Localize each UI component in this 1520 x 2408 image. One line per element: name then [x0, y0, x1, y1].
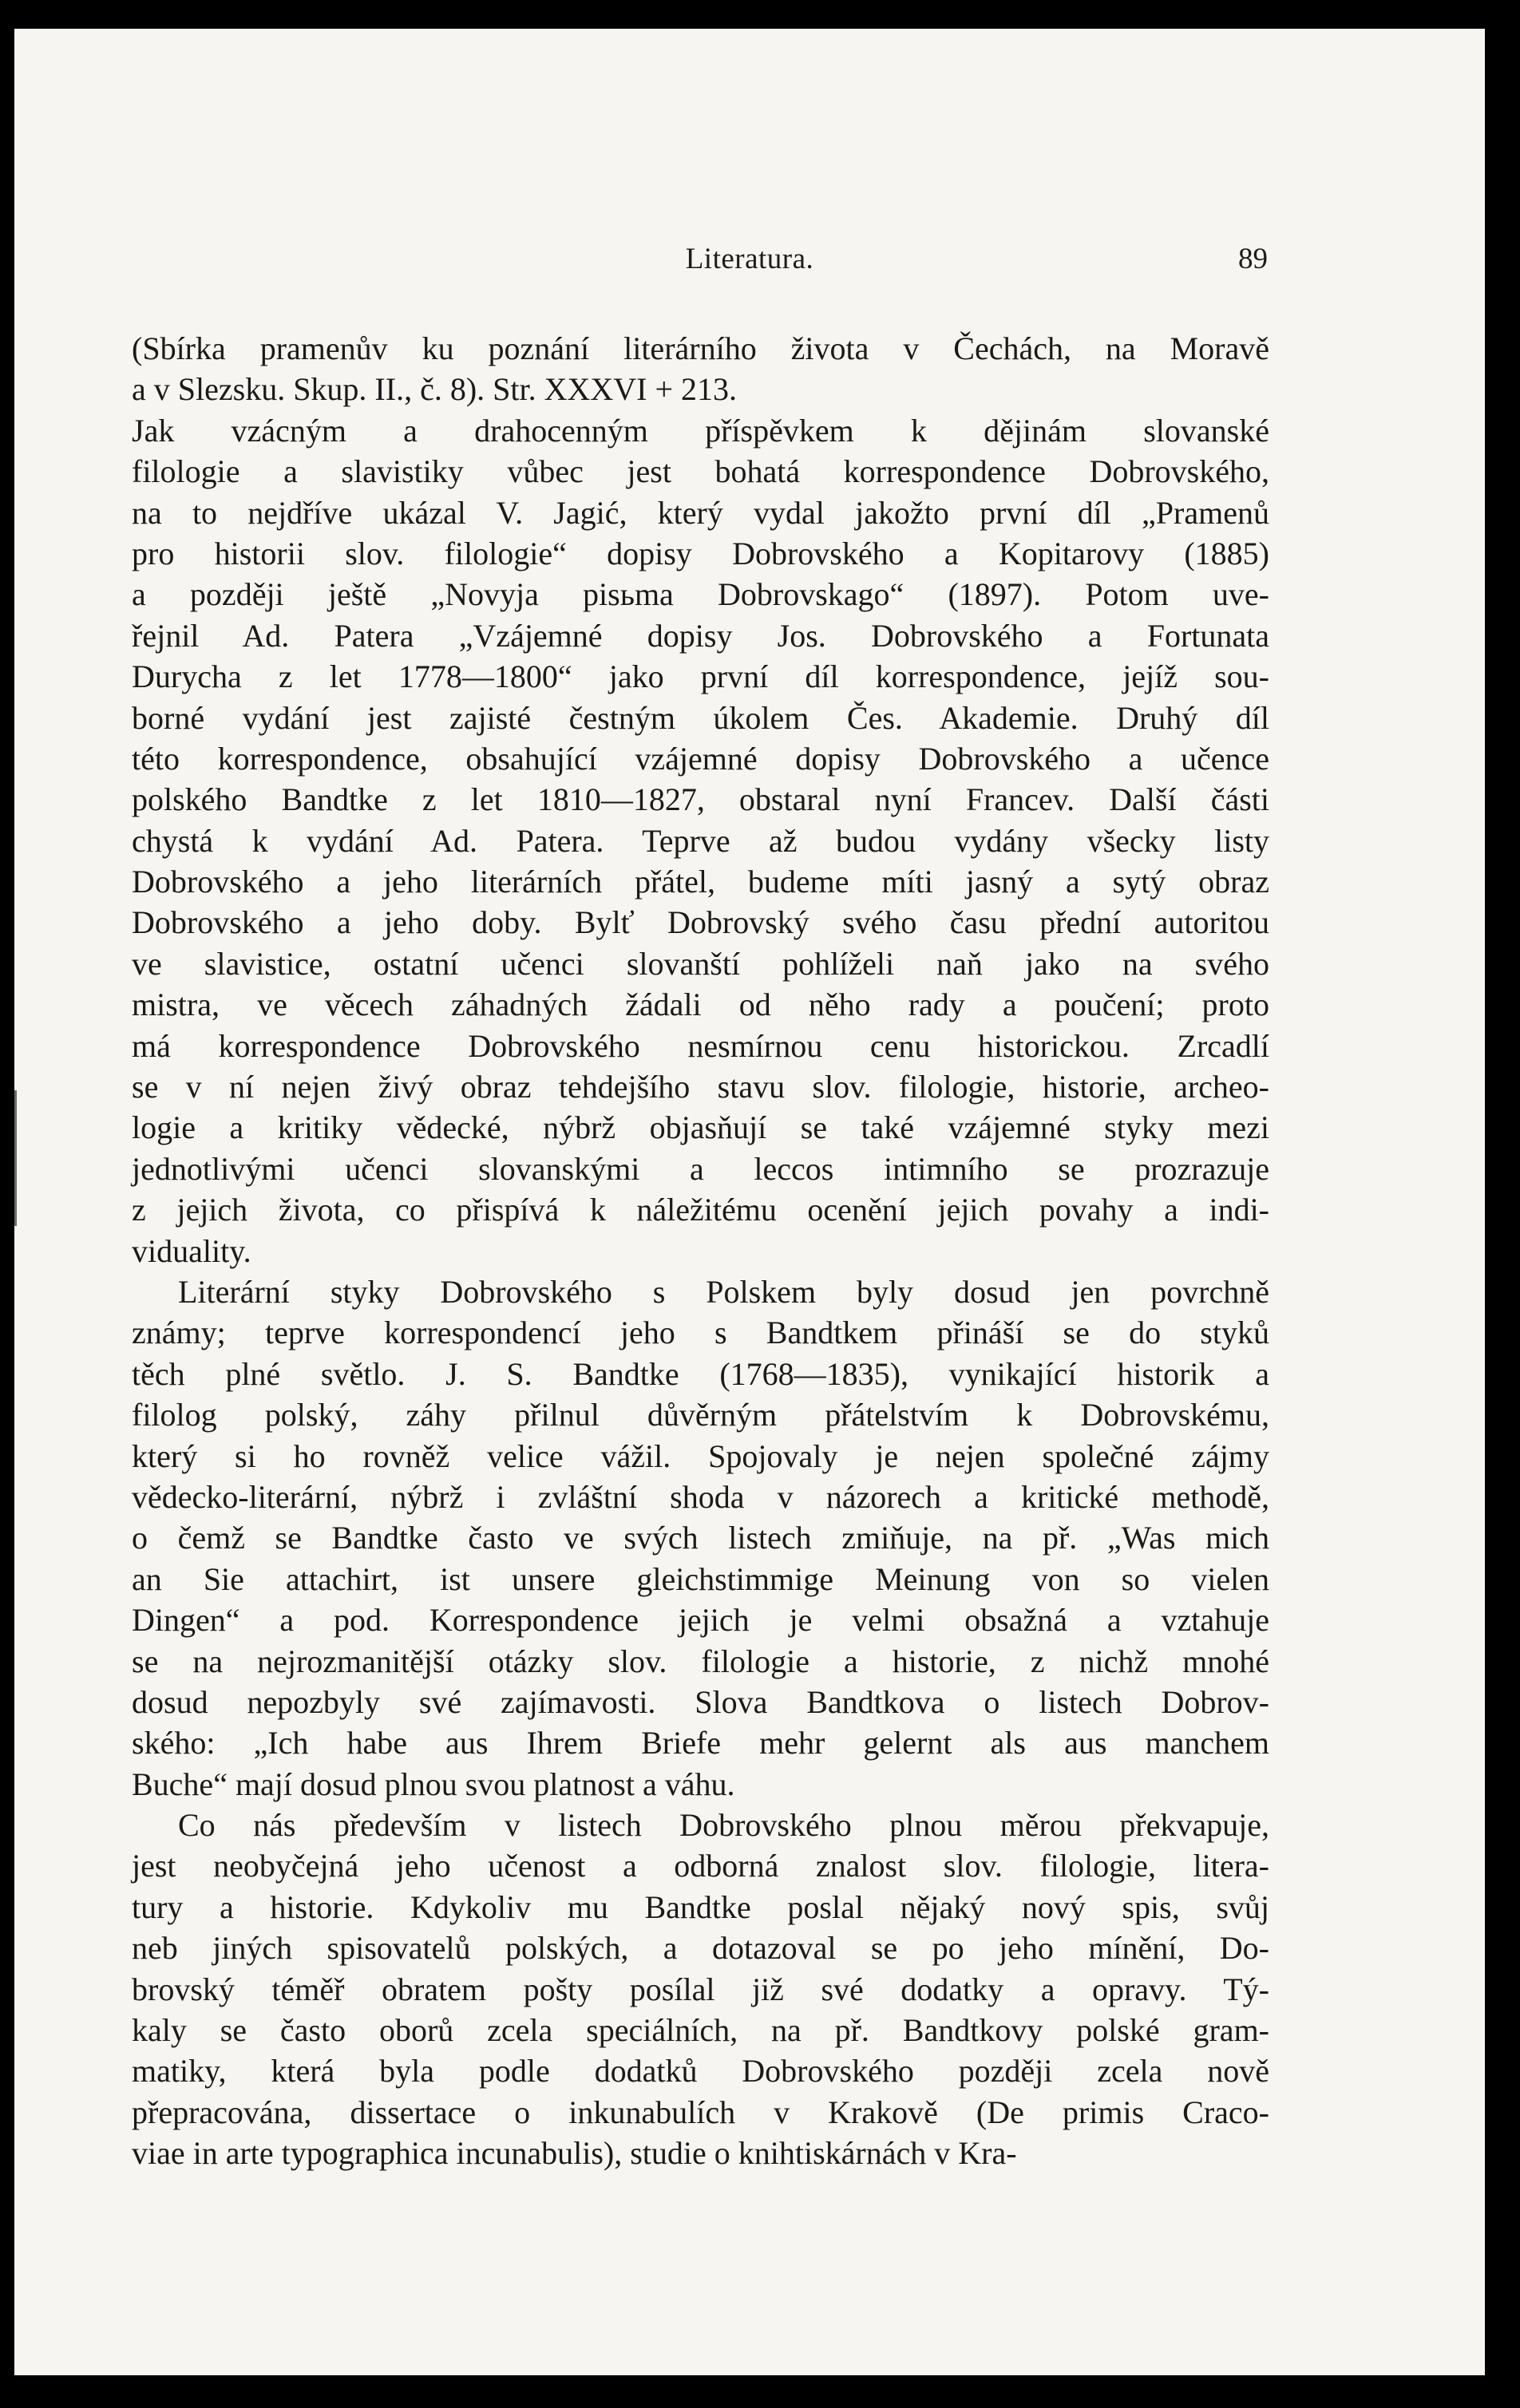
text-line: jest neobyčejná jeho učenost a odborná znalost slov. filologie, litera- — [132, 1848, 1269, 1884]
text-line: o čemž se Bandtke často ve svých listech zmiňuje, na př. „Was mich — [132, 1520, 1269, 1556]
text-line: přepracována, dissertace o inkunabulích v Krakově (De primis Craco- — [132, 2094, 1269, 2130]
text-line: Durycha z let 1778—1800“ jako první díl korrespondence, jejíž sou- — [132, 658, 1269, 695]
text-line: borné vydání jest zajisté čestným úkolem Čes. Akademie. Druhý díl — [132, 699, 1269, 736]
text-line: tury a historie. Kdykoliv mu Bandtke poslal nějaký nový spis, svůj — [132, 1888, 1269, 1925]
text-line: se v ní nejen živý obraz tehdejšího stavu slov. filologie, historie, archeo- — [132, 1069, 1269, 1105]
text-line: Dingen“ a pod. Korrespondence jejich je velmi obsažná a vztahuje — [132, 1602, 1269, 1639]
running-title: Literatura. — [685, 243, 814, 275]
paragraph — [132, 1271, 1269, 1805]
text-line: řejnil Ad. Patera „Vzájemné dopisy Jos. Dobrovského a Fortunata — [132, 617, 1269, 654]
text-line: který si ho rovněž velice vážil. Spojovaly je nejen společné zájmy — [132, 1437, 1269, 1474]
text-line: neb jiných spisovatelů polských, a dotazoval se po jeho mínění, Do- — [132, 1930, 1269, 1967]
text-line: Dobrovského a jeho doby. Bylť Dobrovský svého času přední autoritou — [132, 904, 1269, 941]
text-line: se na nejrozmanitější otázky slov. filologie a historie, z nichž mnohé — [132, 1643, 1269, 1679]
book-page — [14, 29, 1485, 2375]
text-line: známy; teprve korrespondencí jeho s Bandtkem přináší se do styků — [132, 1315, 1269, 1351]
text-line: chystá k vydání Ad. Patera. Teprve až budou vydány všecky listy — [132, 822, 1269, 859]
text-line: a v Slezsku. Skup. II., č. 8). Str. XXXVI + 213. — [132, 371, 738, 408]
text-line: Jak vzácným a drahocenným příspěvkem k dějinám slovanské — [132, 412, 1269, 449]
text-line: Dobrovského a jeho literárních přátel, budeme míti jasný a sytý obraz — [132, 864, 1269, 900]
paragraph — [132, 328, 1269, 410]
scan-edge-mark — [14, 1090, 17, 1226]
text-line: této korrespondence, obsahující vzájemné dopisy Dobrovského a učence — [132, 740, 1269, 777]
text-line: a později ještě „Novyja pisьma Dobrovskago“ (1897). Potom uve- — [132, 576, 1269, 613]
text-line: matiky, která byla podle dodatků Dobrovského později zcela nově — [132, 2053, 1269, 2090]
text-line: viduality. — [132, 1232, 251, 1269]
text-line: (Sbírka pramenův ku poznání literárního života v Čechách, na Moravě — [132, 330, 1269, 366]
body-text — [132, 328, 1269, 2174]
text-line: dosud nepozbyly své zajímavosti. Slova Bandtkova o listech Dobrov- — [132, 1683, 1269, 1720]
running-head — [14, 242, 1485, 282]
text-line: kaly se často oborů zcela speciálních, na př. Bandtkovy polské gram- — [132, 2012, 1269, 2049]
text-line: filolog polský, záhy přilnul důvěrným přátelstvím k Dobrovskému, — [132, 1397, 1269, 1433]
text-line: má korrespondence Dobrovského nesmírnou cenu historickou. Zrcadlí — [132, 1027, 1269, 1064]
text-line: filologie a slavistiky vůbec jest bohatá korrespondence Dobrovského, — [132, 453, 1269, 490]
paragraph — [132, 1805, 1269, 2174]
text-line: Literární styky Dobrovského s Polskem byly dosud jen povrchně — [178, 1273, 1269, 1310]
text-line: brovský téměř obratem pošty posílal již své dodatky a opravy. Tý- — [132, 1971, 1269, 2007]
text-line: pro historii slov. filologie“ dopisy Dobrovského a Kopitarovy (1885) — [132, 535, 1269, 571]
paragraph — [132, 410, 1269, 1271]
text-line: vědecko-literární, nýbrž i zvláštní shoda v názorech a kritické methodě, — [132, 1478, 1269, 1515]
text-line: viae in arte typographica incunabulis), studie o knihtiskárnách v Kra- — [132, 2135, 1017, 2172]
text-line: logie a kritiky vědecké, nýbrž objasňují se také vzájemné styky mezi — [132, 1109, 1269, 1146]
text-line: Buche“ mají dosud plnou svou platnost a váhu. — [132, 1765, 735, 1802]
text-line: těch plné světlo. J. S. Bandtke (1768—1835), vynikající historik a — [132, 1355, 1269, 1392]
text-line: z jejich života, co přispívá k náležitému ocenění jejich povahy a indi- — [132, 1192, 1269, 1228]
page-number: 89 — [1238, 243, 1268, 275]
text-line: an Sie attachirt, ist unsere gleichstimmige Meinung von so vielen — [132, 1560, 1269, 1597]
text-line: ve slavistice, ostatní učenci slovanští pohlíželi naň jako na svého — [132, 945, 1269, 982]
text-line: mistra, ve věcech záhadných žádali od něho rady a poučení; proto — [132, 987, 1269, 1023]
text-line: polského Bandtke z let 1810—1827, obstaral nyní Francev. Další části — [132, 781, 1269, 818]
text-line: na to nejdříve ukázal V. Jagić, který vydal jakožto první díl „Pramenů — [132, 494, 1269, 531]
text-line: ského: „Ich habe aus Ihrem Briefe mehr gelernt als aus manchem — [132, 1725, 1269, 1762]
text-line: jednotlivými učenci slovanskými a leccos intimního se prozrazuje — [132, 1150, 1269, 1187]
text-line: Co nás především v listech Dobrovského plnou měrou překvapuje, — [178, 1807, 1269, 1844]
